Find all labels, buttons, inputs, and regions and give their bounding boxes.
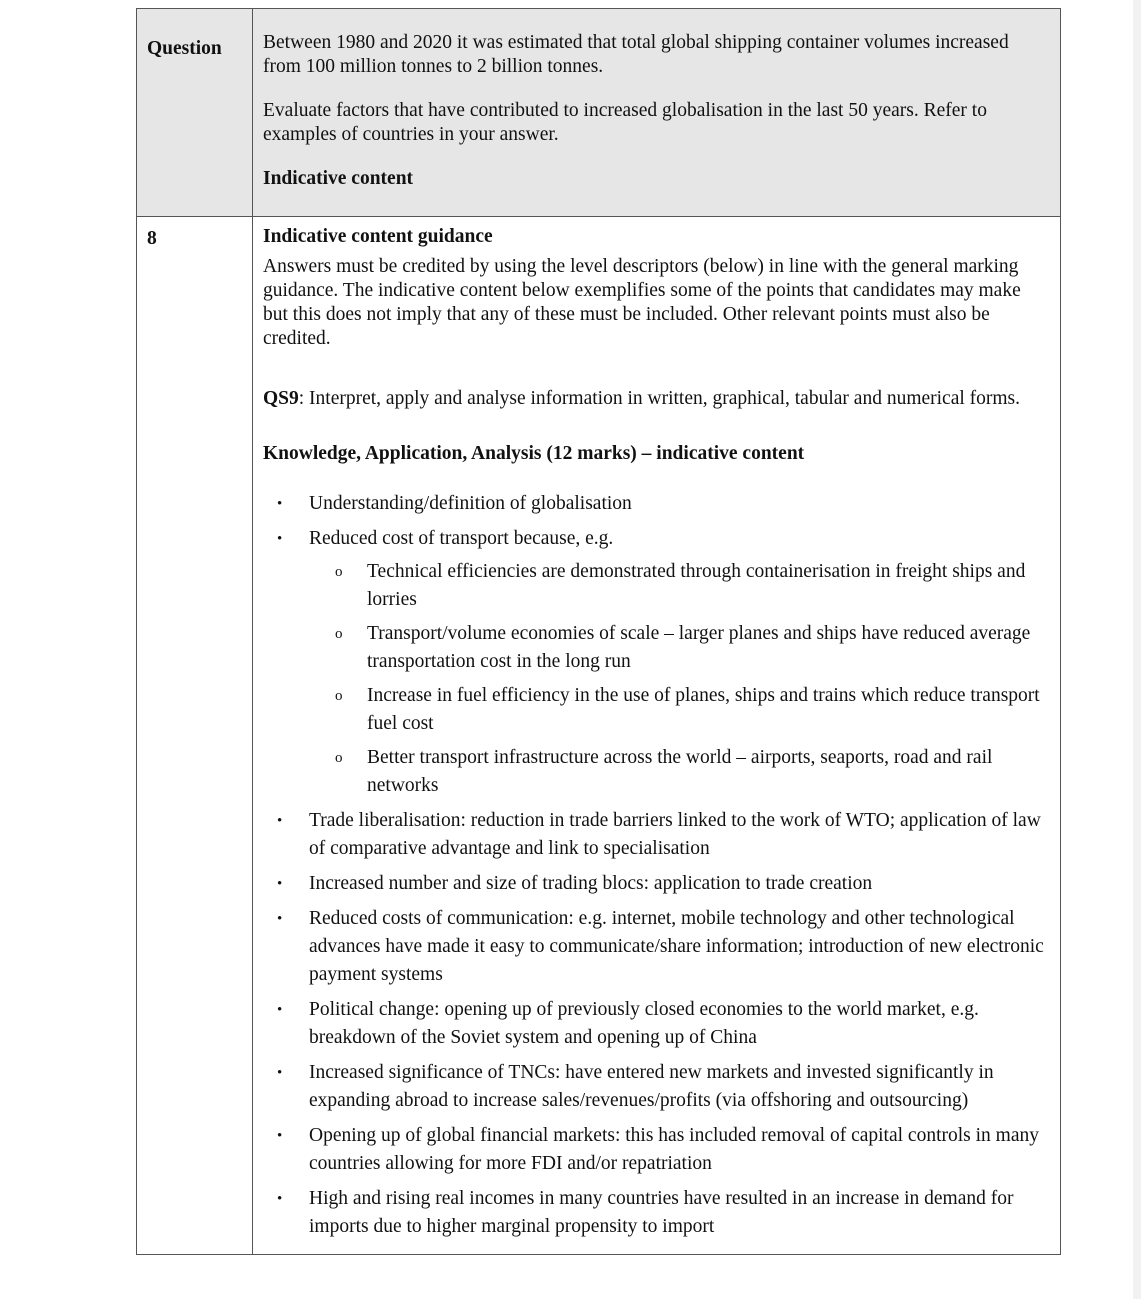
task-text: Evaluate factors that have contributed to increased globalisation in the last 50 years. Refer to examples of countries in your answer. [263,100,987,145]
question-label: Question [147,38,222,59]
question-number-cell [137,217,253,1255]
circle-bullet-icon: o [335,564,343,580]
bullet-icon: • [277,496,283,512]
list-item: • Reduced costs of communication: e.g. internet, mobile technology and other technological advances have made it easy to communicate/share information; introduction of new electronic payment systems [263,905,1050,989]
qs9-line [263,387,1050,411]
list-item: • Understanding/definition of globalisation [263,490,1050,518]
guidance-text: Answers must be credited by using the level descriptors (below) in line with the general marking guidance. The indicative content below exemplifies some of the points that candidates may make but this does not imply that any of these must be included. Other relevant points must also be credited. [263,256,1021,349]
circle-bullet-icon: o [335,750,343,766]
list-item: • Trade liberalisation: reduction in trade barriers linked to the work of WTO; application of law of comparative advantage and link to specialisation [263,807,1050,863]
bullet-icon: • [277,813,283,829]
qs9-text: : Interpret, apply and analyse information in written, graphical, tabular and numerical forms. [298,388,1021,409]
bullet-icon: • [277,1128,283,1144]
kaa-heading: Knowledge, Application, Analysis (12 marks) – indicative content [263,443,805,464]
sub-list-item: o Technical efficiencies are demonstrated through containerisation in freight ships and lorries [309,558,1050,614]
list-item: • Reduced cost of transport because, e.g. o Technical efficiencies are demonstrated through containerisation in freight ships and lorries o Transport/volume economies of scale – larger planes and ships have reduced average transportation cost in the long run o Increase in fuel efficiency in the use of planes, ships and trains which reduce transport fuel cost o Better transport infrastructure across the world – airports, seaports, road and rail networks [263,525,1050,800]
list-item: • High and rising real incomes in many countries have resulted in an increase in demand for imports due to higher marginal propensity to import [263,1185,1050,1241]
circle-bullet-icon: o [335,688,343,704]
bullet-icon: • [277,1002,283,1018]
bullet-icon: • [277,1191,283,1207]
bullet-icon: • [277,911,283,927]
bullet-icon: • [277,531,283,547]
qs9-label: QS9 [263,388,299,409]
content-cell [253,217,1061,1255]
header-row [137,9,1061,217]
indicative-points-list [263,490,1050,1241]
mark-scheme-table [136,8,1061,1255]
transport-sub-list [309,558,1050,800]
list-item: • Opening up of global financial markets: this has included removal of capital controls in many countries allowing for more FDI and/or repatriation [263,1122,1050,1178]
answer-row [137,217,1061,1255]
list-item: • Increased number and size of trading blocs: application to trade creation [263,870,1050,898]
sub-list-item: o Increase in fuel efficiency in the use of planes, ships and trains which reduce transport fuel cost [309,682,1050,738]
question-number: 8 [147,228,157,249]
sub-list-item: o Better transport infrastructure across the world – airports, seaports, road and rail networks [309,744,1050,800]
circle-bullet-icon: o [335,626,343,642]
bullet-icon: • [277,876,283,892]
bullet-icon: • [277,1065,283,1081]
question-label-cell [137,9,253,217]
sub-list-item: o Transport/volume economies of scale – larger planes and ships have reduced average transportation cost in the long run [309,620,1050,676]
list-item: • Political change: opening up of previously closed economies to the world market, e.g. breakdown of the Soviet system and opening up of China [263,996,1050,1052]
question-text: Between 1980 and 2020 it was estimated that total global shipping container volumes increased from 100 million tonnes to 2 billion tonnes. [263,32,1009,77]
list-item: • Increased significance of TNCs: have entered new markets and invested significantly in expanding abroad to increase sales/revenues/profits (via offshoring and outsourcing) [263,1059,1050,1115]
guidance-heading: Indicative content guidance [263,226,493,247]
question-cell [253,9,1061,217]
indicative-heading: Indicative content [263,168,414,189]
page-edge [1133,0,1141,1299]
